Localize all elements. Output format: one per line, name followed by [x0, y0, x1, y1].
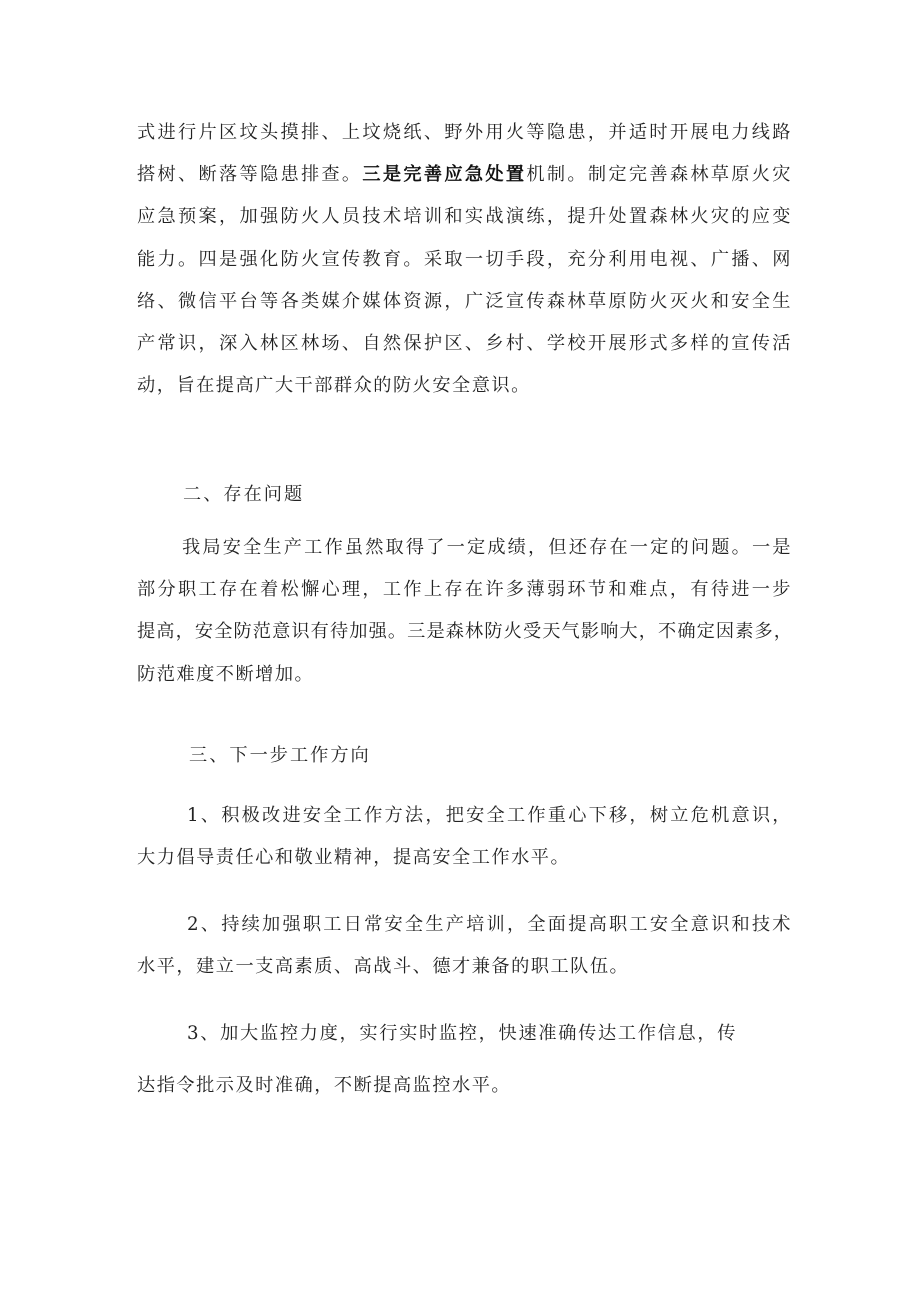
text-line: 提高，安全防范意识有待加强。三是森林防火受天气影响大，不确定因素多，	[137, 621, 792, 643]
text-line-with-bold	[137, 154, 792, 196]
text-line: 水平，建立一支高素质、高战斗、德才兼备的职工队伍。	[137, 956, 630, 978]
text-line: 3、加大监控力度，实行实时监控，快速准确传达工作信息，传	[187, 1023, 737, 1044]
text-line: 式进行片区坟头摸排、上坟烧纸、野外用火等隐患，并适时开展电力线路	[137, 122, 792, 143]
text-line: 产常识，深入林区林场、自然保护区、乡村、学校开展形式多样的宣传活	[137, 333, 792, 355]
text-line: 我局安全生产工作虽然取得了一定成绩，但还存在一定的问题。一是	[182, 537, 792, 558]
section-heading-problems: 二、存在问题	[183, 484, 305, 505]
text-line: 应急预案，加强防火人员技术培训和实战演练，提升处置森林火灾的应变	[137, 206, 792, 228]
text-line: 1、积极改进安全工作方法，把安全工作重心下移，树立危机意识，	[187, 805, 792, 826]
text-segment: 机制。制定完善森林草原火灾	[526, 164, 792, 186]
bold-phrase: 三是完善应急处置	[362, 164, 527, 186]
list-item-1	[137, 795, 792, 879]
text-line: 能力。四是强化防火宣传教育。采取一切手段，充分利用电视、广播、网	[137, 248, 792, 270]
text-line: 动，旨在提高广大干部群众的防火安全意识。	[137, 375, 531, 397]
list-item-2	[137, 904, 792, 988]
text-line: 部分职工存在着松懈心理，工作上存在许多薄弱环节和难点，有待进一步	[137, 579, 792, 601]
text-line: 2、持续加强职工日常安全生产培训，全面提高职工安全意识和技术	[187, 914, 792, 935]
section-heading-next-steps: 三、下一步工作方向	[189, 745, 371, 766]
list-item-3	[137, 1013, 737, 1055]
text-line: 络、微信平台等各类媒介媒体资源，广泛宣传森林草原防火灭火和安全生	[137, 290, 792, 312]
text-line: 防范难度不断增加。	[137, 663, 315, 685]
paragraph-continuation	[137, 112, 792, 407]
text-segment: 搭树、断落等隐患排查。	[137, 164, 363, 186]
list-item-3-continuation	[137, 1065, 792, 1107]
text-line: 大力倡导责任心和敬业精神，提高安全工作水平。	[137, 847, 571, 869]
text-line: 达指令批示及时准确，不断提高监控水平。	[137, 1075, 512, 1096]
paragraph-problems	[137, 527, 792, 696]
